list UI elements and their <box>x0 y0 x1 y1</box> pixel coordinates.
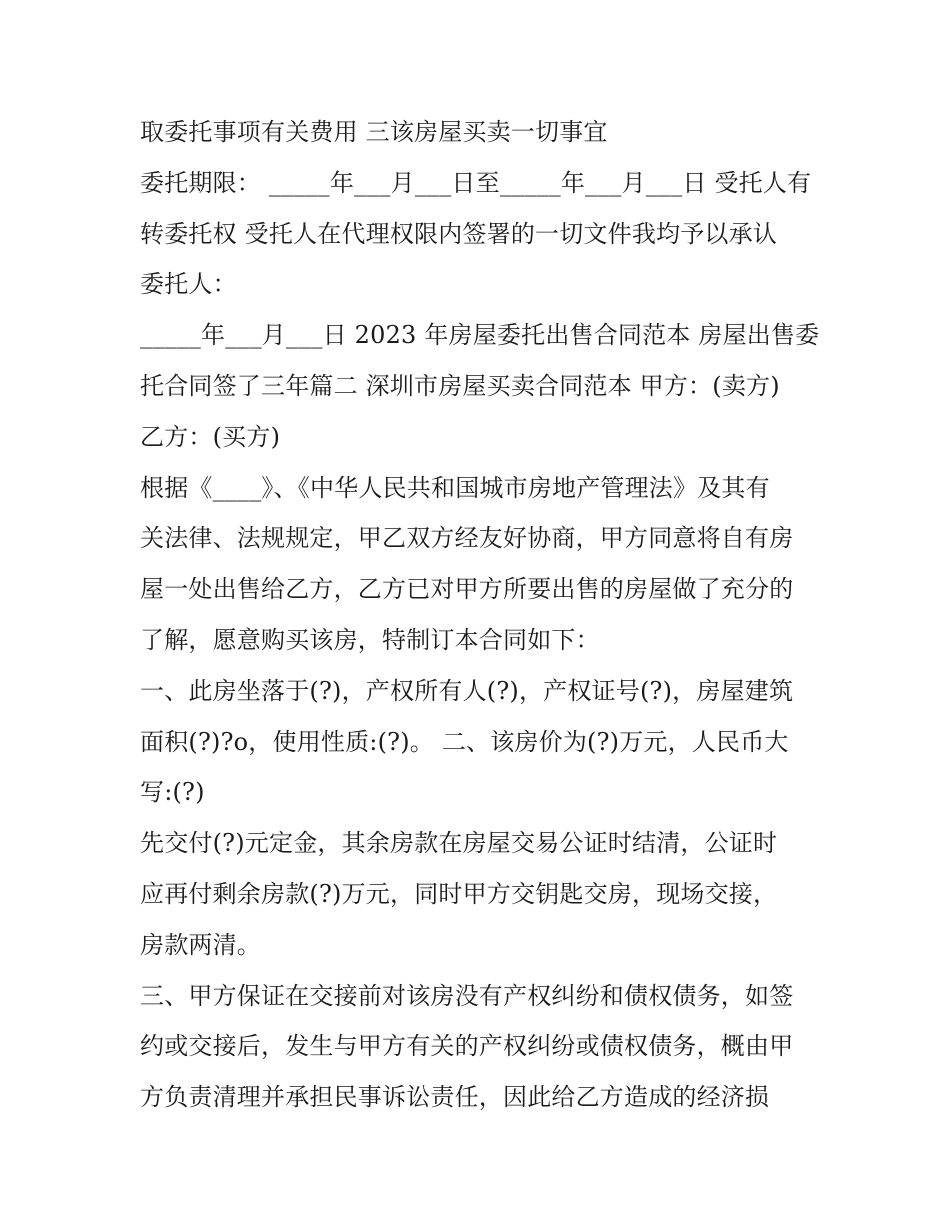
text-line: 屋一处出售给乙方，乙方已对甲方所要出售的房屋做了充分的 <box>140 575 794 604</box>
text-line: 委托期限： _____年___月___日至_____年___月___日 受托人有 <box>140 168 812 197</box>
text-line: 委托人： <box>140 270 237 299</box>
text-line: 面积(?)?o，使用性质:(?)。 二、该房价为(?)万元，人民币大 <box>140 727 789 756</box>
text-line: 方负责清理并承担民事诉讼责任，因此给乙方造成的经济损 <box>140 1083 770 1112</box>
text-line: 三、甲方保证在交接前对该房没有产权纠纷和债权债务，如签 <box>140 981 794 1010</box>
text-line: 乙方：(买方) <box>140 422 281 451</box>
text-line: 托合同签了三年篇二 深圳市房屋买卖合同范本 甲方：(卖方) <box>140 371 780 400</box>
text-line: 一、此房坐落于(?)，产权所有人(?)，产权证号(?)，房屋建筑 <box>140 676 794 705</box>
text-line: 先交付(?)元定金，其余房款在房屋交易公证时结清，公证时 <box>140 829 778 858</box>
document-body <box>140 107 820 1123</box>
text-line: 关法律、法规规定，甲乙双方经友好协商，甲方同意将自有房 <box>140 524 794 553</box>
text-line: 了解，愿意购买该房，特制订本合同如下： <box>140 625 600 654</box>
text-line: 取委托事项有关费用 三该房屋买卖一切事宜 <box>140 118 608 146</box>
text-line: 根据《____》、《中华人民共和国城市房地产管理法》及其有 <box>140 473 770 502</box>
text-line: 写:(?) <box>140 778 205 807</box>
text-line: 应再付剩余房款(?)万元，同时甲方交钥匙交房，现场交接， <box>140 879 778 908</box>
text-line: 约或交接后，发生与甲方有关的产权纠纷或债权债务，概由甲 <box>140 1032 794 1061</box>
text-line: _____年___月___日 2023 年房屋委托出售合同范本 房屋出售委 <box>140 321 820 350</box>
text-line: 房款两清。 <box>140 930 261 959</box>
text-line: 转委托权 受托人在代理权限内签署的一切文件我均予以承认 <box>140 219 778 248</box>
